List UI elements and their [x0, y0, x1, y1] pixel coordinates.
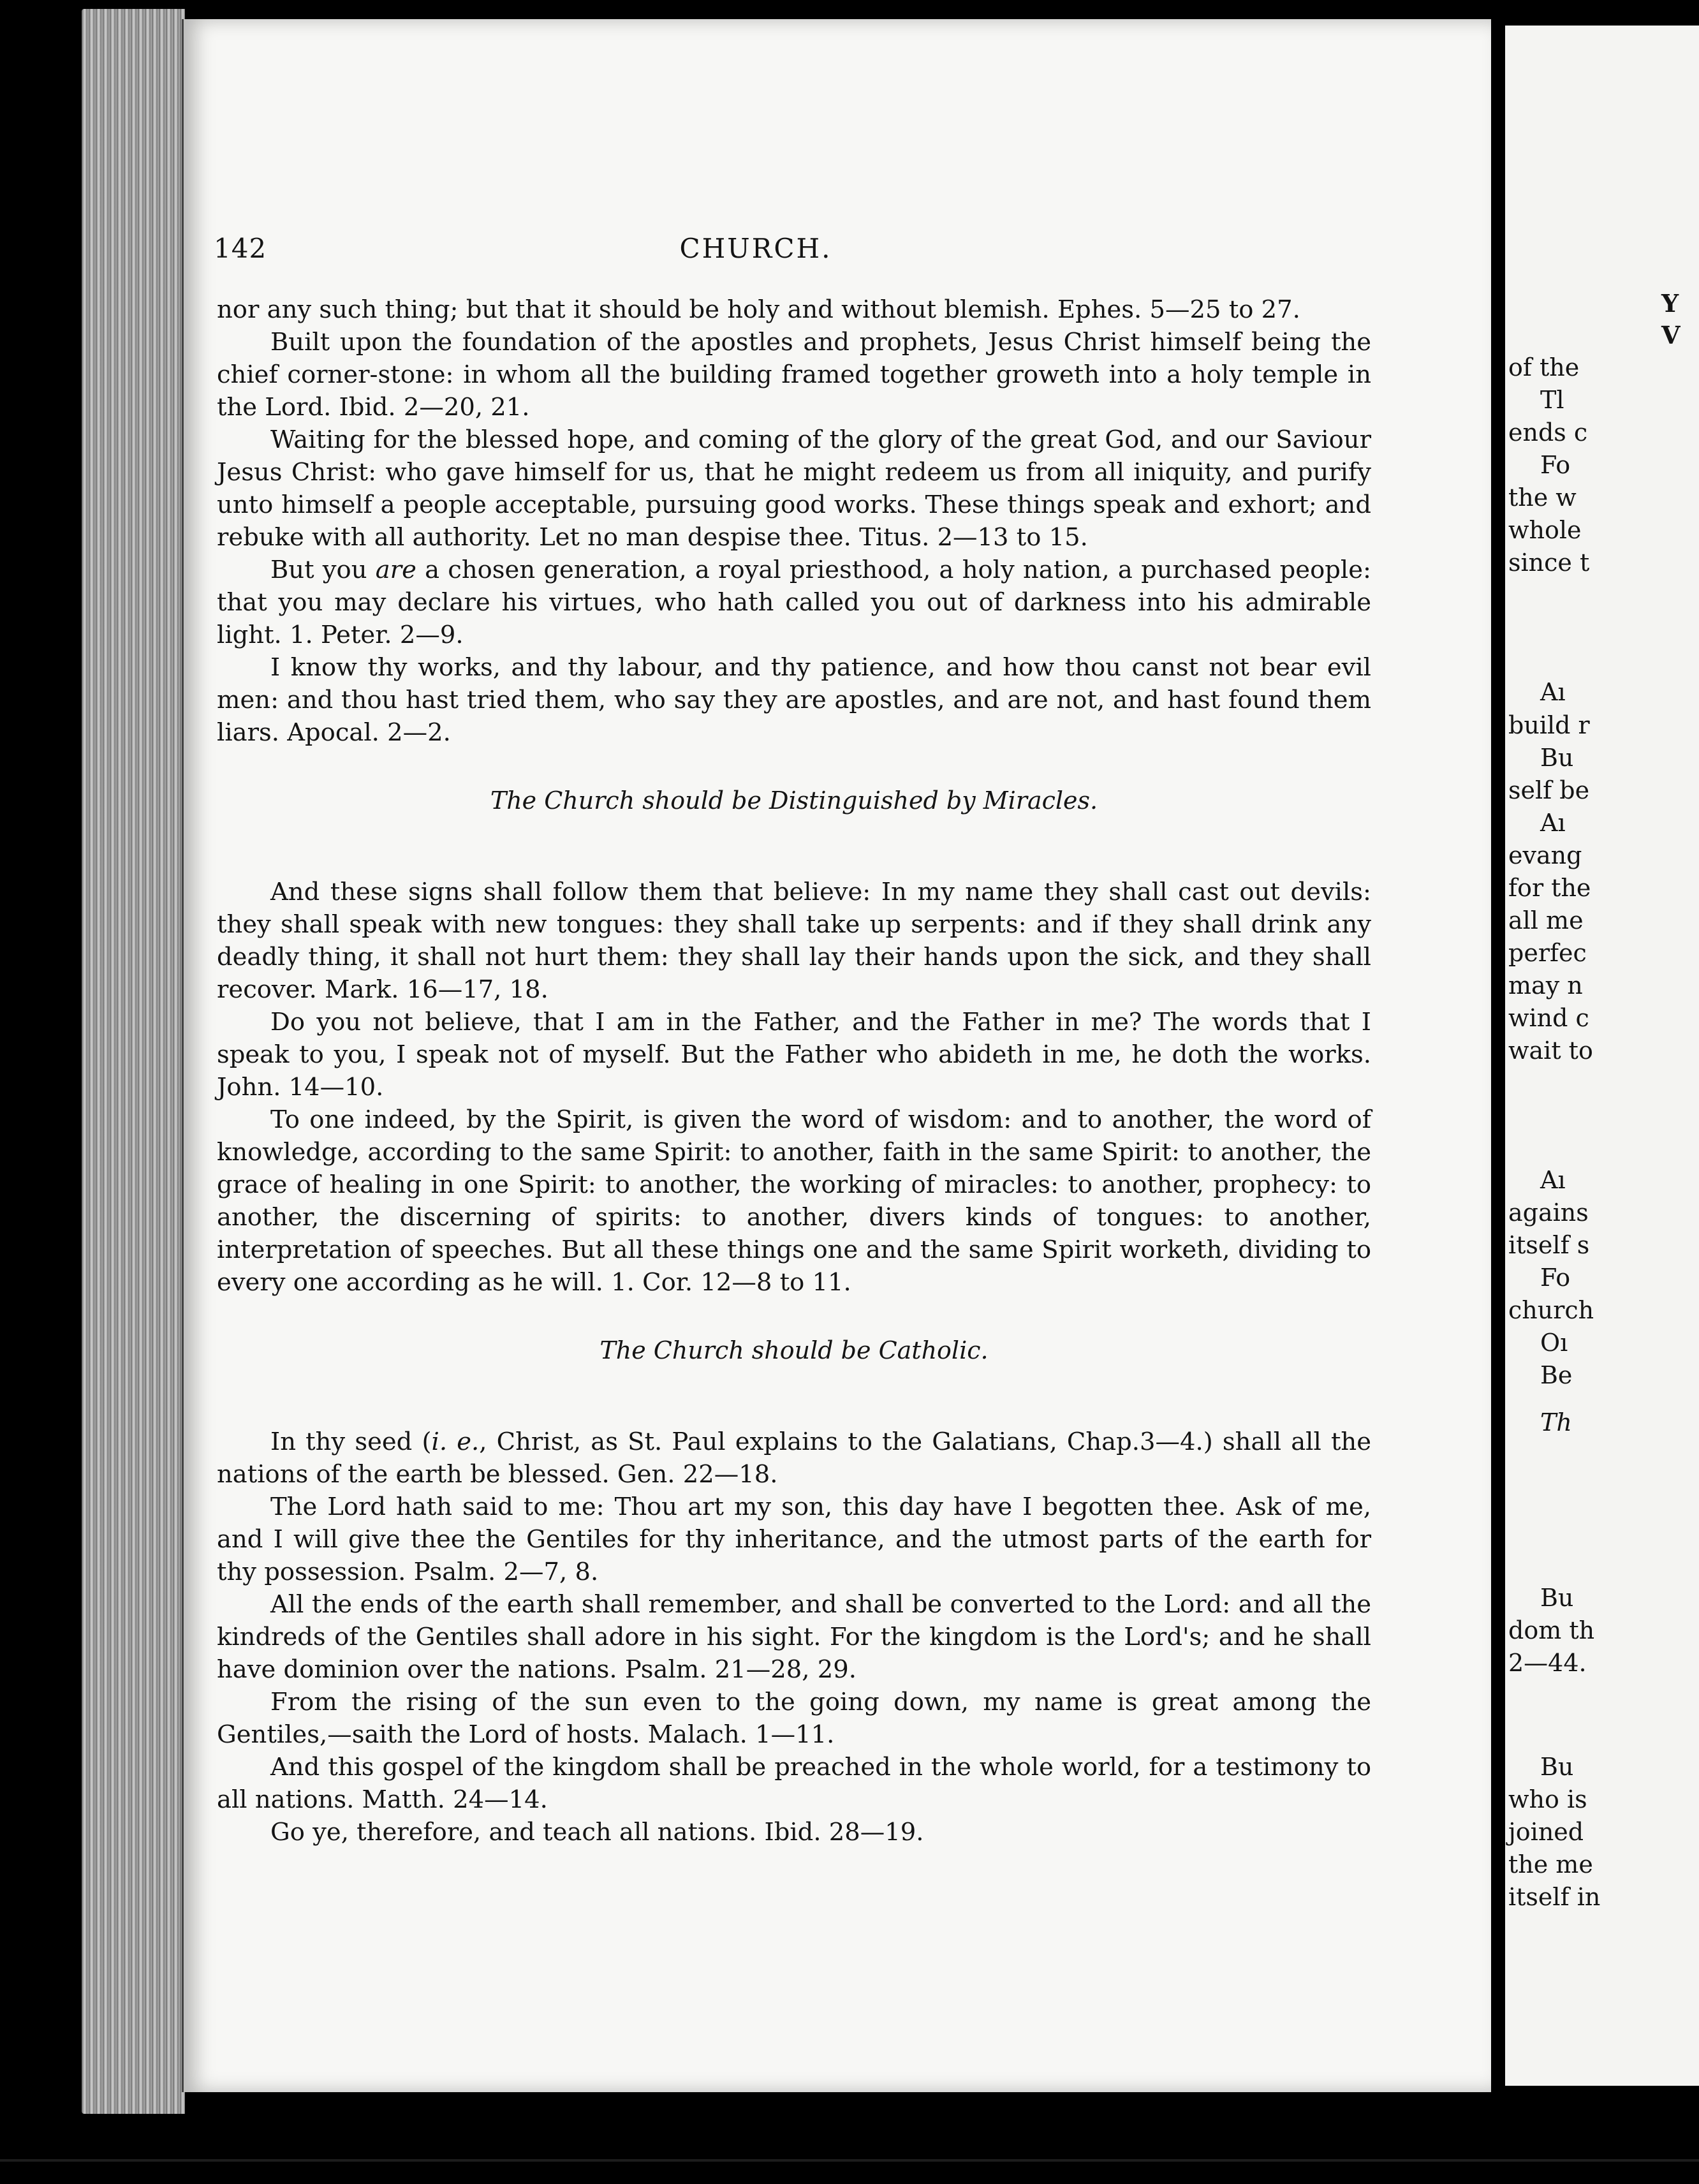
emphasis: are: [375, 556, 416, 584]
paragraph: The Lord hath said to me: Thou art my son, this day have I begotten thee. Ask of me, and I will give thee the Gentiles for thy inheritance, and the utmost parts of the earth for thy possession. Psalm. 2—7, 8.: [217, 1493, 1371, 1586]
right-page-fragment: itself in: [1508, 1883, 1601, 1911]
paragraph: Do you not believe, that I am in the Father, and the Father in me? The words that I speak to you, I speak not of myself. But the Father who abideth in me, he doth the works. John. 14—10.: [217, 1008, 1371, 1102]
right-page-fragment: Aı: [1540, 1166, 1566, 1194]
right-page-fragment: church: [1508, 1296, 1594, 1324]
right-page-fragment: Fo: [1540, 451, 1571, 479]
paragraph-text: a chosen generation, a royal priesthood, a holy nation, a purchased people: that you may declare his virtues, who hath called you out of darkness into his admirable light. 1. Peter. 2—9.: [217, 556, 1371, 649]
right-page-fragment: Bu: [1540, 744, 1574, 772]
right-page-fragment: Th: [1540, 1408, 1572, 1436]
right-page-fragment: for the: [1508, 874, 1591, 902]
right-page-fragment: V: [1661, 321, 1681, 350]
right-page-fragment: wind c: [1508, 1004, 1589, 1032]
right-page-fragment: may n: [1508, 971, 1583, 1000]
right-page-fragment: self be: [1508, 776, 1590, 804]
emphasis: i. e.: [431, 1428, 480, 1456]
right-page-fragment: Y: [1661, 289, 1679, 318]
right-page-fragment: 2—44.: [1508, 1649, 1587, 1677]
paragraph: nor any such thing; but that it should be holy and without blemish. Ephes. 5—25 to 27.: [217, 295, 1300, 324]
right-page-fragment: Bu: [1540, 1753, 1574, 1781]
right-page-fragment: joined: [1508, 1818, 1584, 1846]
paragraph: To one indeed, by the Spirit, is given the word of wisdom: and to another, the word of knowledge, according to the same Spirit: to another, faith in the same Spirit: to another, the grace of healing in one Spirit: to another, the working of miracles: to another, prophecy: to another, the discerning of spirits: to another, divers kinds of tongues: to another, interpretation of speeches. But all these things one and the same Spirit worketh, dividing to every one according as he will. 1. Cor. 12—8 to 11.: [217, 1105, 1371, 1297]
right-page-fragment: whole: [1508, 516, 1582, 544]
paragraph-text: But you: [270, 556, 367, 584]
right-page-fragment: Bu: [1540, 1584, 1574, 1612]
right-page-fragment: evang: [1508, 841, 1582, 869]
scan-border: [0, 2159, 1699, 2162]
paragraph: [217, 554, 1371, 651]
right-page-fragment: itself s: [1508, 1231, 1590, 1259]
paragraph-text: In thy seed (: [270, 1428, 432, 1456]
right-page-fragment: wait to: [1508, 1037, 1593, 1065]
section-heading: The Church should be Catholic.: [599, 1336, 989, 1364]
right-page-fragment: since t: [1508, 549, 1590, 577]
paragraph: All the ends of the earth shall remember, and shall be converted to the Lord: and all the kindreds of the Gentiles shall adore in his sight. For the kingdom is the Lord's; and he shall have dominion over the nations. Psalm. 21—28, 29.: [217, 1590, 1371, 1684]
paragraph: And these signs shall follow them that believe: In my name they shall cast out devils: they shall speak with new tongues: they shall take up serpents: and if they shall drink any deadly thing, it shall not hurt them: they shall lay their hands upon the sick, and they shall recover. Mark. 16—17, 18.: [217, 878, 1371, 1004]
page-number: 142: [214, 233, 267, 264]
section-heading: The Church should be Distinguished by Miracles.: [490, 786, 1098, 815]
paragraph: [217, 1426, 1371, 1491]
right-page-fragment: who is: [1508, 1785, 1587, 1813]
page-edges: [82, 9, 185, 2114]
right-page-fragment: all me: [1508, 906, 1584, 934]
right-page-fragment: build r: [1508, 711, 1590, 739]
paragraph: Go ye, therefore, and teach all nations. Ibid. 28—19.: [270, 1818, 924, 1847]
right-page-fragment: Aı: [1540, 678, 1566, 706]
right-page-fragment: agains: [1508, 1199, 1589, 1227]
right-page-fragment: ends c: [1508, 418, 1588, 446]
paragraph: And this gospel of the kingdom shall be preached in the whole world, for a testimony to all nations. Matth. 24—14.: [217, 1753, 1371, 1814]
paragraph: Waiting for the blessed hope, and coming of the glory of the great God, and our Saviour Jesus Christ: who gave himself for us, that he might redeem us from all iniquity, and purify unto himself a people acceptable, pursuing good works. These things speak and exhort; and rebuke with all authority. Let no man despise thee. Titus. 2—13 to 15.: [217, 425, 1371, 552]
right-page-fragment: dom th: [1508, 1616, 1595, 1644]
right-page-fragment: Fo: [1540, 1264, 1571, 1292]
right-page-fragment: perfec: [1508, 939, 1587, 967]
right-page-fragment: Oı: [1540, 1329, 1568, 1357]
right-page-fragment: Be: [1540, 1361, 1573, 1389]
right-page-fragment: Aı: [1540, 809, 1566, 837]
body-text: [217, 293, 1371, 1848]
paragraph: From the rising of the sun even to the going down, my name is great among the Gentiles,—saith the Lord of hosts. Malach. 1—11.: [217, 1688, 1371, 1749]
right-page-fragment: the me: [1508, 1850, 1593, 1878]
right-page-fragment: Tl: [1540, 386, 1564, 414]
running-head: CHURCH.: [679, 233, 832, 264]
right-page: [1505, 26, 1699, 2086]
right-page-fragment: the w: [1508, 483, 1577, 512]
right-page-fragment: of the: [1508, 353, 1580, 381]
paragraph-text: , Christ, as St. Paul explains to the Galatians, Chap.3—4.) shall all the nations of the earth be blessed. Gen. 22—18.: [217, 1428, 1372, 1489]
paragraph: I know thy works, and thy labour, and thy patience, and how thou canst not bear evil men: and thou hast tried them, who say they are apostles, and are not, and hast found them liars. Apocal. 2—2.: [217, 653, 1371, 747]
paragraph: Built upon the foundation of the apostles and prophets, Jesus Christ himself being the chief corner-stone: in whom all the building framed together groweth into a holy temple in the Lord. Ibid. 2—20, 21.: [217, 328, 1371, 422]
